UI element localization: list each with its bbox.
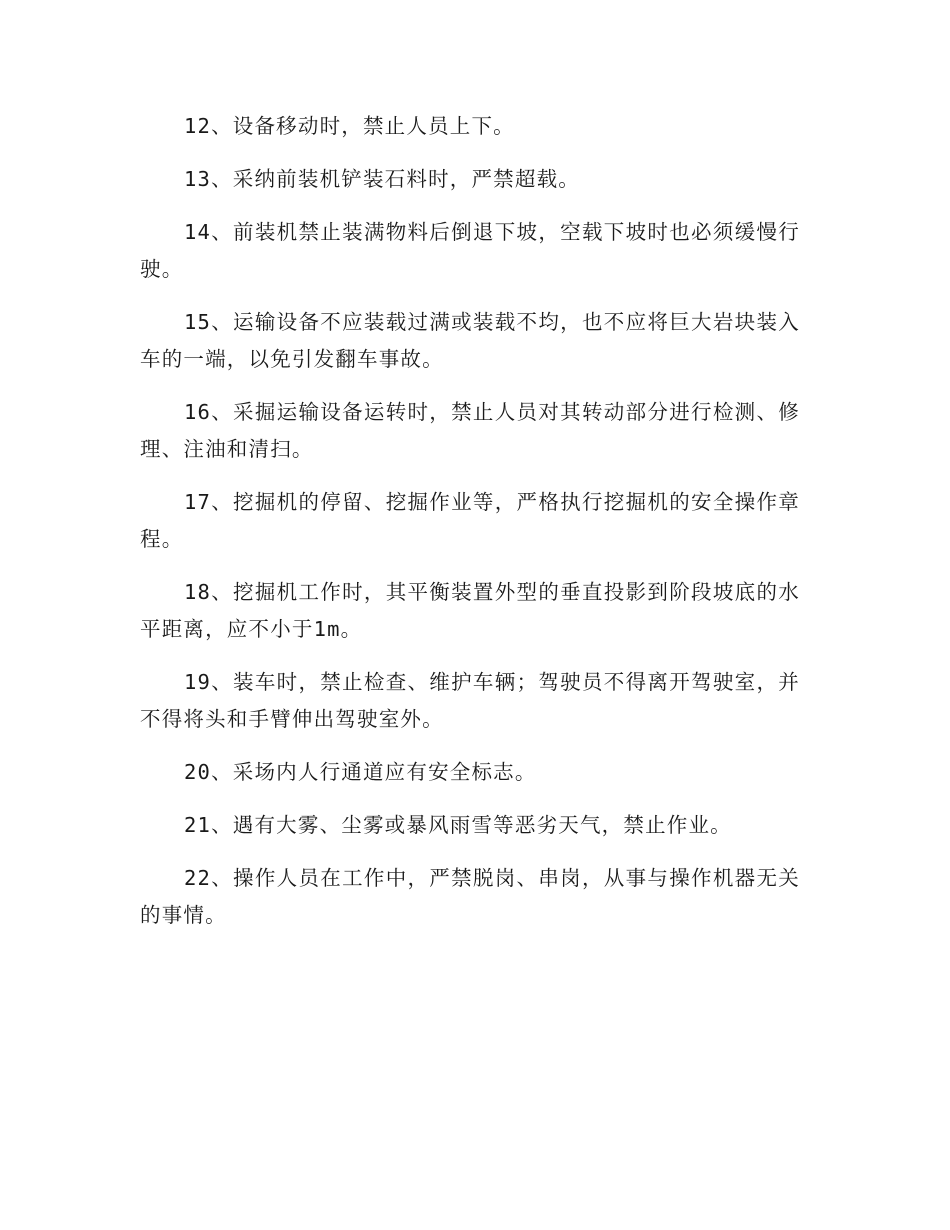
paragraph-18: 18、挖掘机工作时，其平衡装置外型的垂直投影到阶段坡底的水平距离，应不小于1m。 — [140, 580, 800, 641]
paragraph-20: 20、采场内人行通道应有安全标志。 — [184, 760, 537, 784]
paragraph-15: 15、运输设备不应装载过满或装载不均，也不应将巨大岩块装入车的一端，以免引发翻车事故。 — [140, 310, 800, 371]
document-body — [140, 108, 800, 950]
paragraph-19: 19、装车时，禁止检查、维护车辆；驾驶员不得离开驾驶室，并不得将头和手臂伸出驾驶室外。 — [140, 670, 800, 731]
paragraph-22: 22、操作人员在工作中，严禁脱岗、串岗，从事与操作机器无关的事情。 — [140, 866, 800, 927]
paragraph-12: 12、设备移动时，禁止人员上下。 — [184, 114, 515, 138]
paragraph-16: 16、采掘运输设备运转时，禁止人员对其转动部分进行检测、修理、注油和清扫。 — [140, 400, 800, 461]
paragraph-14: 14、前装机禁止装满物料后倒退下坡，空载下坡时也必须缓慢行驶。 — [140, 220, 800, 281]
paragraph-17: 17、挖掘机的停留、挖掘作业等，严格执行挖掘机的安全操作章程。 — [140, 490, 800, 551]
paragraph-13: 13、采纳前装机铲装石料时，严禁超载。 — [184, 167, 580, 191]
paragraph-21: 21、遇有大雾、尘雾或暴风雨雪等恶劣天气，禁止作业。 — [184, 813, 732, 837]
